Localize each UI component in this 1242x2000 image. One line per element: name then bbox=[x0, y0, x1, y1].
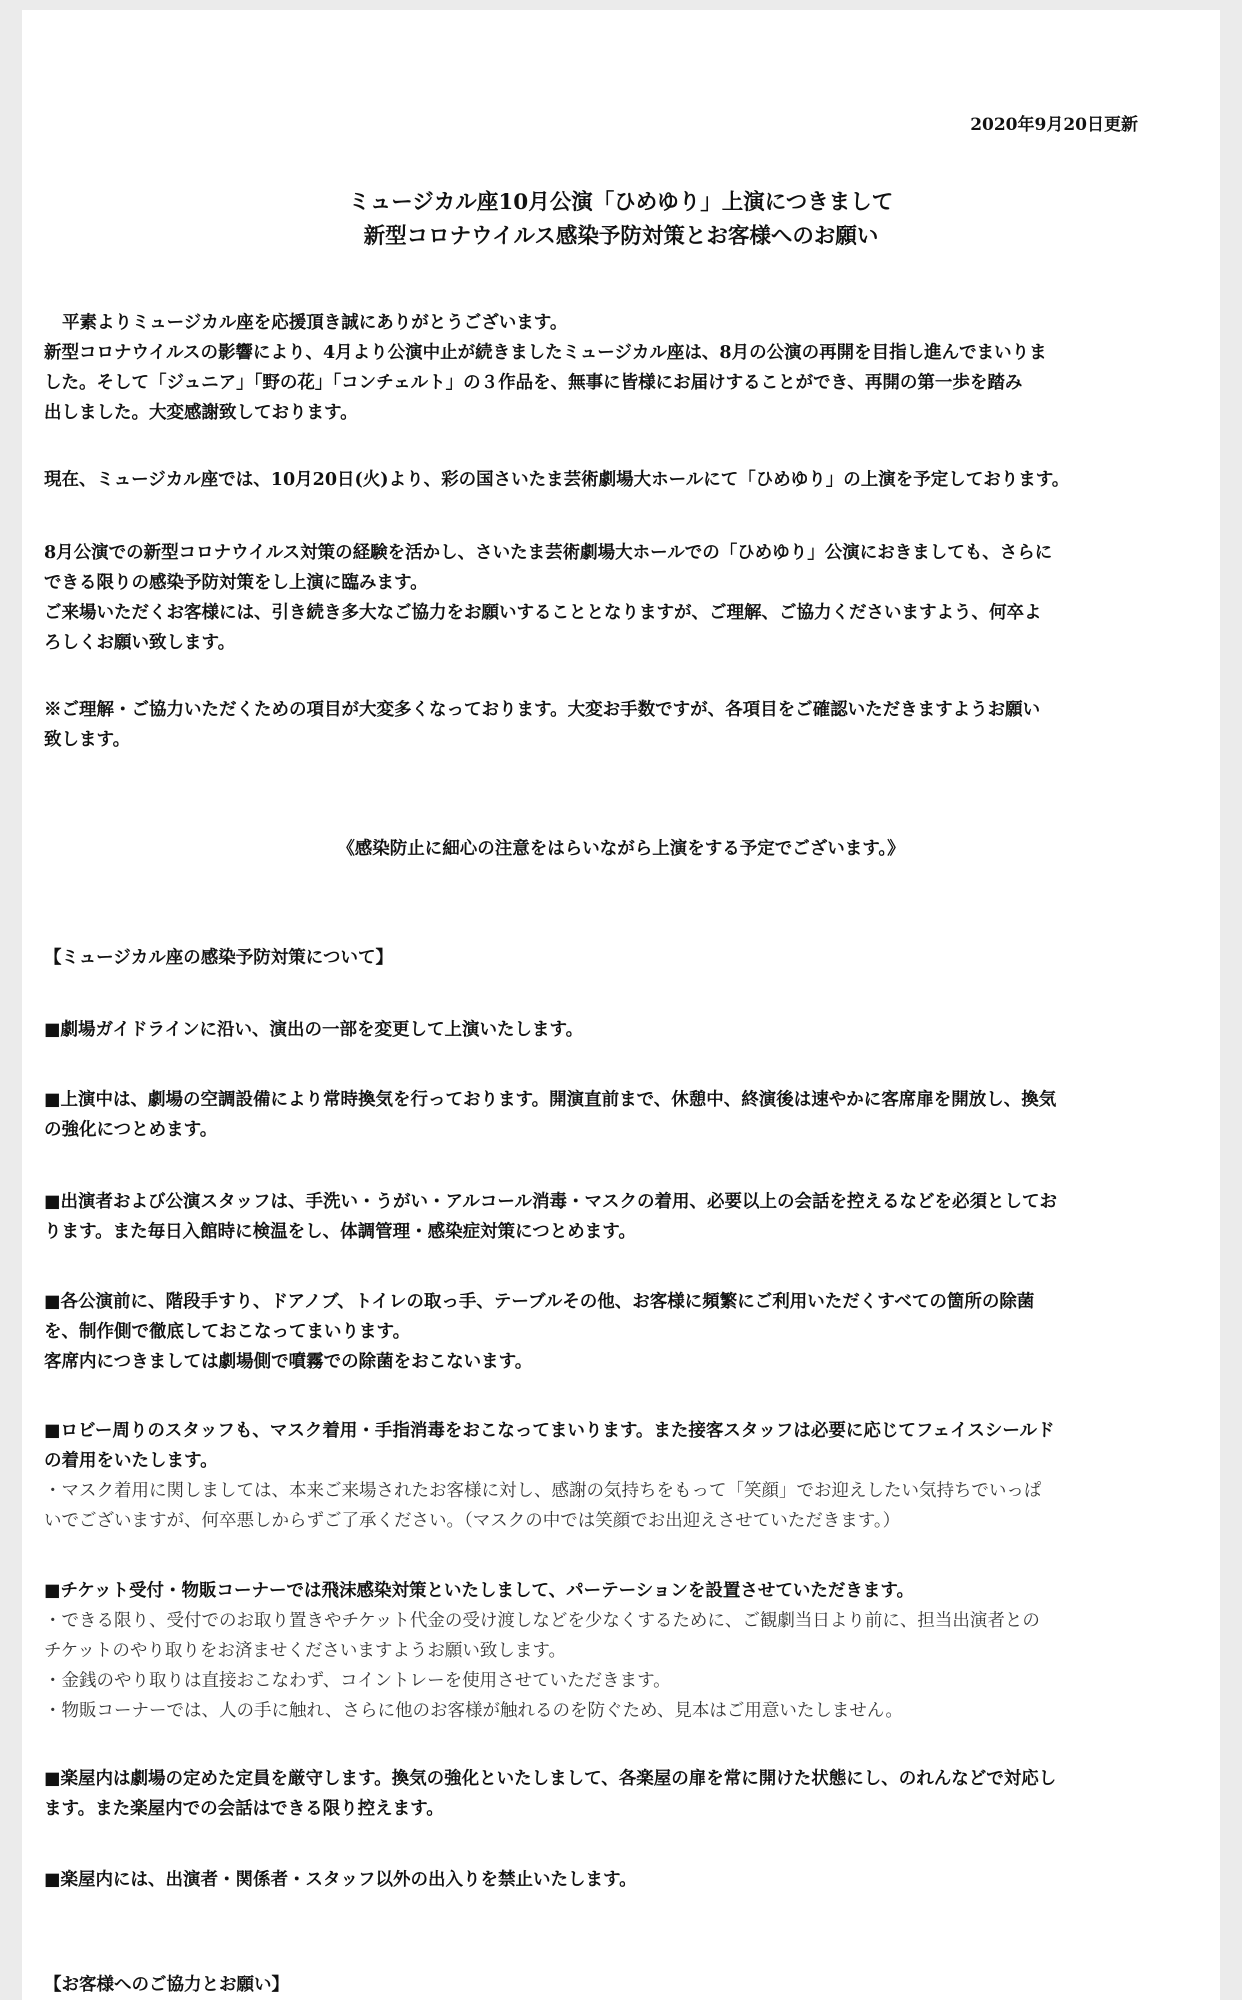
ticket-line-3: チケットのやり取りをお済ませくださいますようお願い致します。 bbox=[44, 1641, 567, 1661]
dressing-line-2: ます。また楽屋内での会話はできる限り控えます。 bbox=[44, 1799, 444, 1819]
ventilation-line-2: の強化につとめます。 bbox=[44, 1120, 218, 1140]
dressing-line-1: ■楽屋内は劇場の定めた定員を厳守します。換気の強化といたしまして、各楽屋の扉を常に開けた状態にし、のれんなどで対応し bbox=[44, 1769, 1057, 1789]
experience-line-1: 8月公演での新型コロナウイルス対策の経験を活かし、さいたま芸術劇場大ホールでの「ひめゆり」公演におきましても、さらに bbox=[44, 543, 1053, 563]
ventilation-line-1: ■上演中は、劇場の空調設備により常時換気を行っております。開演直前まで、休憩中、終演後は速やかに客席扉を開放し、換気 bbox=[44, 1090, 1057, 1110]
ticket-line-5: ・物販コーナーでは、人の手に触れ、さらに他のお客様が触れるのを防ぐため、見本はご用意いたしません。 bbox=[44, 1701, 903, 1721]
item-ticket bbox=[44, 1576, 1196, 1726]
item-disinfect bbox=[44, 1287, 1196, 1377]
experience-paragraph bbox=[44, 538, 1196, 658]
lobby-line-2: の着用をいたします。 bbox=[44, 1451, 218, 1471]
update-date: 2020年9月20日更新 bbox=[970, 115, 1138, 135]
section-heading-request bbox=[44, 1970, 1196, 2000]
item-dressing-room bbox=[44, 1764, 1196, 1824]
lobby-line-1: ■ロビー周りのスタッフも、マスク着用・手指消毒をおこなってまいります。また接客スタッフは必要に応じてフェイスシールド bbox=[44, 1421, 1055, 1441]
staff-line-1: ■出演者および公演スタッフは、手洗い・うがい・アルコール消毒・マスクの着用、必要以上の会話を控えるなどを必須としてお bbox=[44, 1192, 1057, 1212]
item-guideline bbox=[44, 1015, 1196, 1045]
section2-label: 【お客様へのご協力とお願い】 bbox=[44, 1975, 289, 1995]
note-line-2: 致します。 bbox=[44, 730, 131, 750]
section-heading-measures bbox=[44, 943, 1196, 973]
disinfect-line-1: ■各公演前に、階段手すり、ドアノブ、トイレの取っ手、テーブルその他、お客様に頻繁にご利用いただくすべての箇所の除菌 bbox=[44, 1292, 1035, 1312]
guideline-line: ■劇場ガイドラインに沿い、演出の一部を変更して上演いたします。 bbox=[44, 1020, 584, 1040]
ticket-line-4: ・金銭のやり取りは直接おこなわず、コイントレーを使用させていただきます。 bbox=[44, 1671, 671, 1691]
experience-line-3: ご来場いただくお客様には、引き続き多大なご協力をお願いすることとなりますが、ご理解、ご協力くださいますよう、何卒よ bbox=[44, 603, 1042, 623]
lobby-line-3: ・マスク着用に関しましては、本来ご来場されたお客様に対し、感謝の気持ちをもって「笑顔」でお迎えしたい気持ちでいっぱ bbox=[44, 1481, 1042, 1501]
note-line-1: ※ご理解・ご協力いただくための項目が大変多くなっております。大変お手数ですが、各項目をご確認いただきますようお願い bbox=[44, 700, 1041, 720]
item-ventilation bbox=[44, 1085, 1196, 1145]
title-line-1: ミュージカル座10月公演「ひめゆり」上演につきまして bbox=[348, 190, 894, 215]
disinfect-line-3: 客席内につきましては劇場側で噴霧での除菌をおこないます。 bbox=[44, 1352, 533, 1372]
note-paragraph bbox=[44, 695, 1196, 755]
dressing-entry-line: ■楽屋内には、出演者・関係者・スタッフ以外の出入りを禁止いたします。 bbox=[44, 1870, 637, 1890]
current-paragraph bbox=[44, 465, 1196, 495]
lobby-line-4: いでございますが、何卒悪しからずご了承ください。（マスクの中では笑顔でお出迎えさせていただきます。） bbox=[44, 1511, 901, 1531]
document-page bbox=[22, 10, 1220, 2000]
notice-heading: 《感染防止に細心の注意をはらいながら上演をする予定でございます。》 bbox=[337, 839, 905, 859]
current-line: 現在、ミュージカル座では、10月20日(火)より、彩の国さいたま芸術劇場大ホールにて「ひめゆり」の上演を予定しております。 bbox=[44, 470, 1070, 490]
experience-line-2: できる限りの感染予防対策をし上演に臨みます。 bbox=[44, 573, 428, 593]
item-lobby bbox=[44, 1416, 1196, 1536]
ticket-line-1: ■チケット受付・物販コーナーでは飛沫感染対策といたしまして、パーテーションを設置させていただきます。 bbox=[44, 1581, 915, 1601]
intro-line-1: 平素よりミュージカル座を応援頂き誠にありがとうございます。 bbox=[62, 313, 568, 333]
section1-label: 【ミュージカル座の感染予防対策について】 bbox=[44, 948, 393, 968]
intro-line-4: 出しました。大変感謝致しております。 bbox=[44, 403, 358, 423]
item-staff bbox=[44, 1187, 1196, 1247]
page-title bbox=[22, 186, 1220, 254]
intro-paragraph bbox=[44, 308, 1196, 428]
intro-line-3: した。そして「ジュニア」「野の花」「コンチェルト」の３作品を、無事に皆様にお届けすることができ、再開の第一歩を踏み bbox=[44, 373, 1023, 393]
disinfect-line-2: を、制作側で徹底しておこなってまいります。 bbox=[44, 1322, 411, 1342]
item-dressing-entry bbox=[44, 1865, 1196, 1895]
title-line-2: 新型コロナウイルス感染予防対策とお客様へのお願い bbox=[363, 224, 879, 249]
ticket-line-2: ・できる限り、受付でのお取り置きやチケット代金の受け渡しなどを少なくするために、ご観劇当日より前に、担当出演者との bbox=[44, 1611, 1040, 1631]
intro-line-2: 新型コロナウイルスの影響により、4月より公演中止が続きましたミュージカル座は、8月の公演の再開を目指し進んでまいりま bbox=[44, 343, 1047, 363]
experience-line-4: ろしくお願い致します。 bbox=[44, 633, 236, 653]
staff-line-2: ります。また毎日入館時に検温をし、体調管理・感染症対策につとめます。 bbox=[44, 1222, 636, 1242]
